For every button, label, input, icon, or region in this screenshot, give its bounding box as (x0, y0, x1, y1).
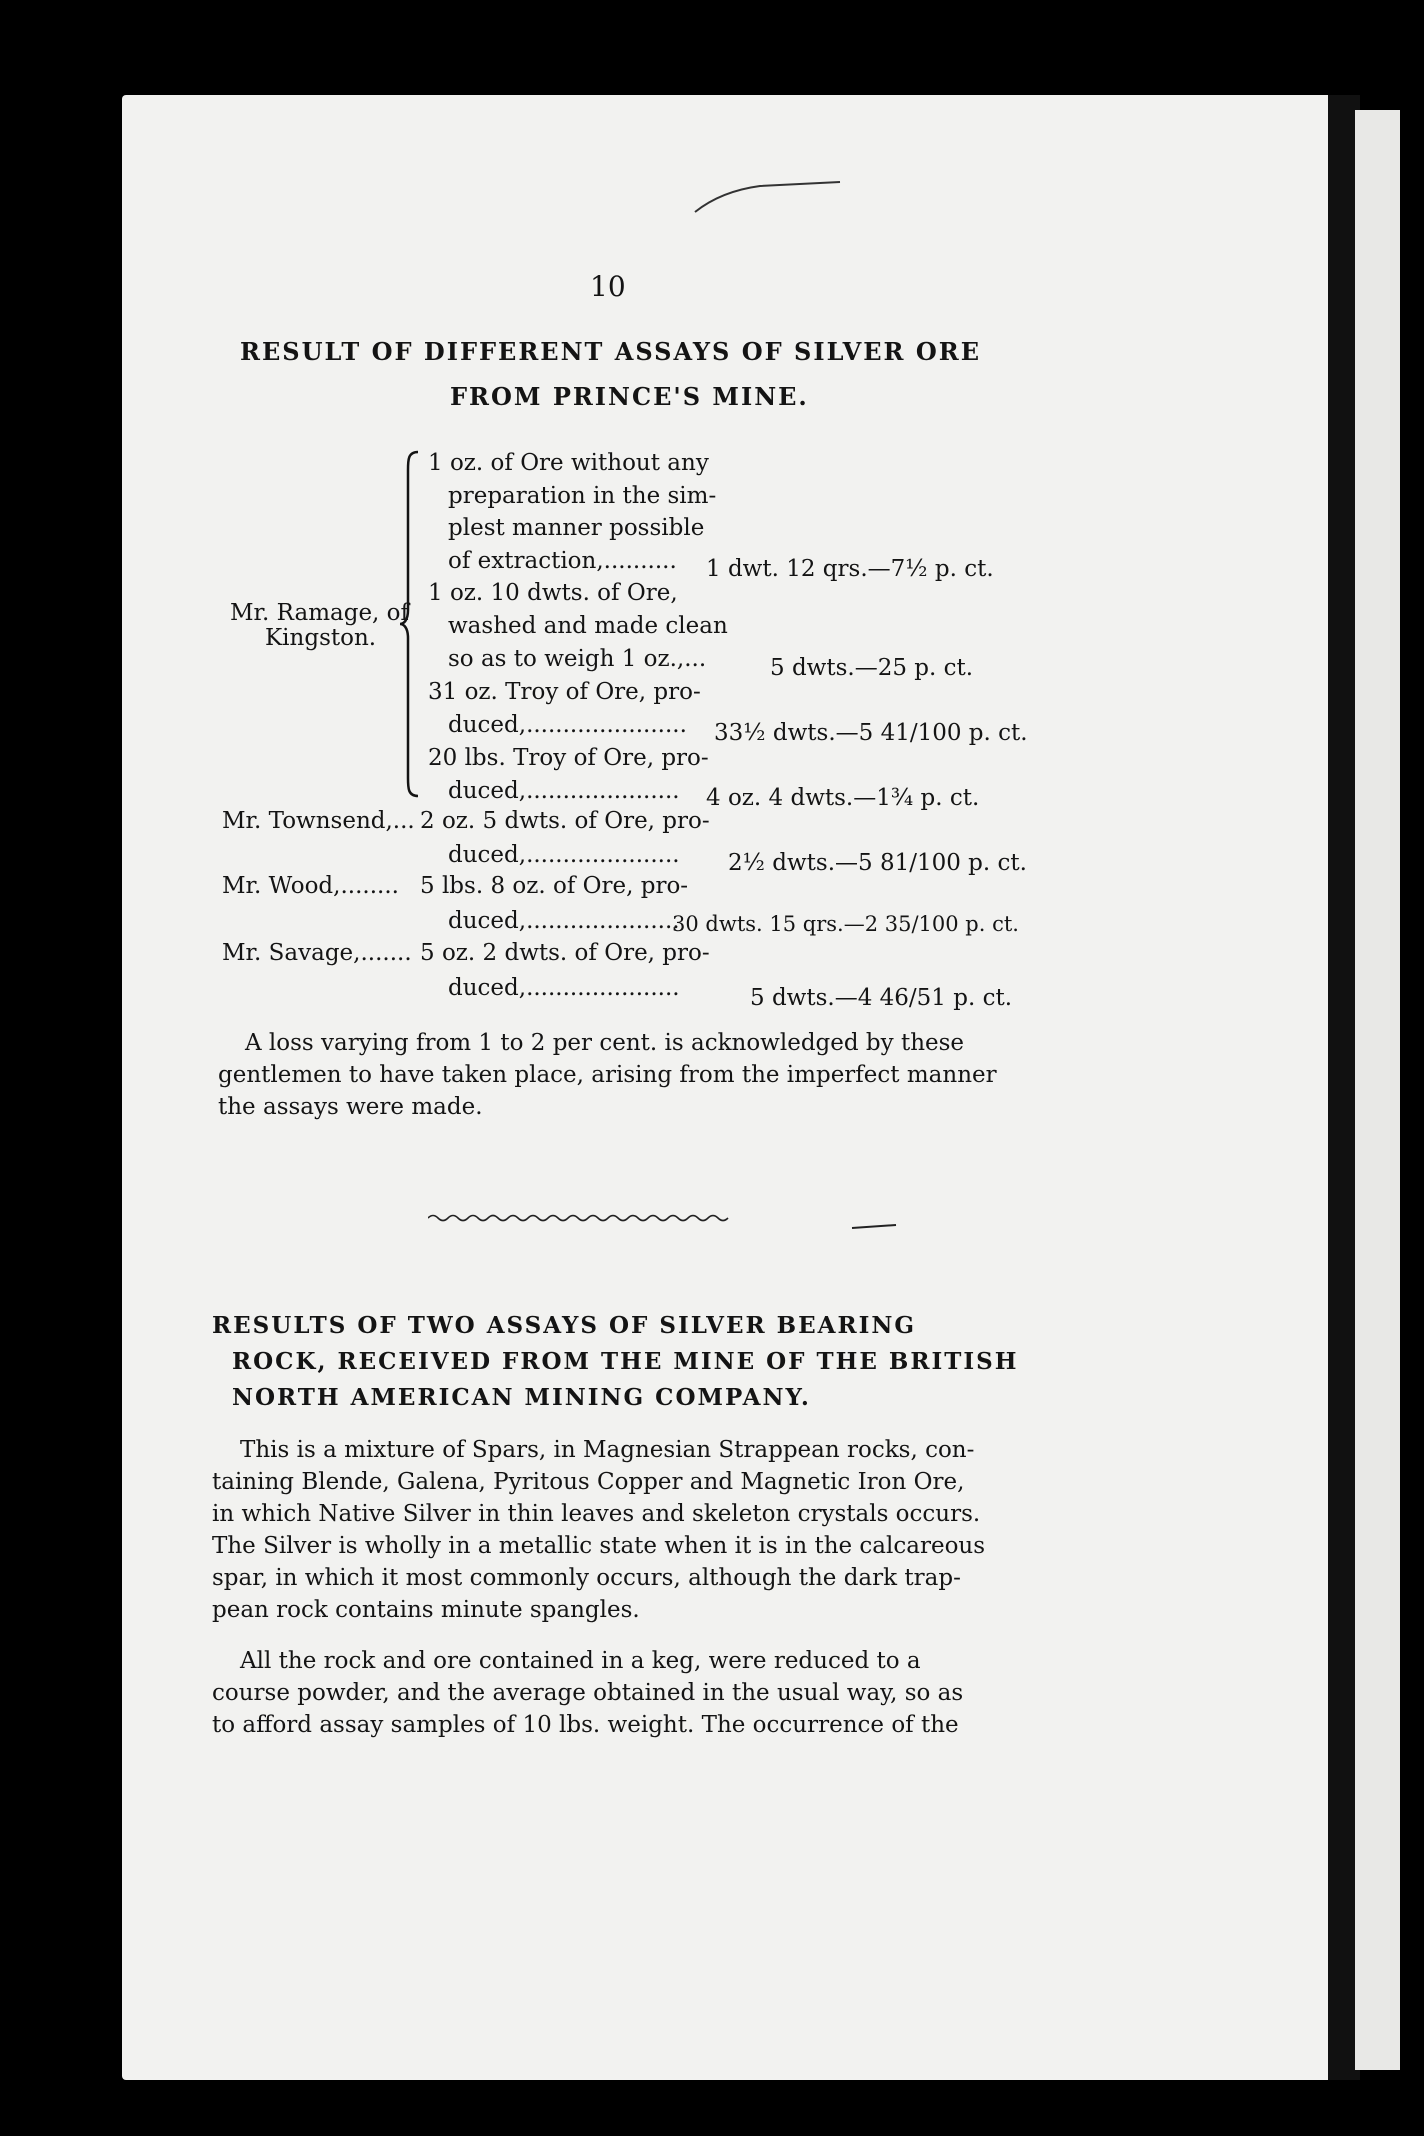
section1-title-line1: RESULT OF DIFFERENT ASSAYS OF SILVER ORE (240, 337, 981, 366)
ramage-entry4-line2: duced,..................... (448, 778, 680, 804)
townsend-result: 2½ dwts.—5 81/100 p. ct. (728, 850, 1027, 876)
section2-title-line1: RESULTS OF TWO ASSAYS OF SILVER BEARING (212, 1312, 917, 1339)
savage-name: Mr. Savage,....... (222, 940, 412, 966)
para1-line1: This is a mixture of Spars, in Magnesian Strappean rocks, con- (240, 1437, 975, 1463)
pencil-mark (690, 170, 850, 220)
para1-line3: in which Native Silver in thin leaves and skeleton crystals occurs. (212, 1501, 981, 1527)
note-line3: the assays were made. (218, 1094, 483, 1120)
ramage-name-line1: Mr. Ramage, of (230, 600, 410, 626)
townsend-name: Mr. Townsend,... (222, 808, 415, 834)
ramage-entry3-result: 33½ dwts.—5 41/100 p. ct. (714, 720, 1028, 746)
townsend-line2: duced,..................... (448, 842, 680, 868)
ramage-entry1-line2: preparation in the sim- (448, 483, 717, 509)
para2-line1: All the rock and ore contained in a keg, were reduced to a (240, 1648, 921, 1674)
note-line2: gentlemen to have taken place, arising from the imperfect manner (218, 1062, 997, 1088)
ramage-entry2-line2: washed and made clean (448, 613, 728, 639)
section1-title-line2: FROM PRINCE'S MINE. (450, 382, 809, 411)
wood-name: Mr. Wood,........ (222, 873, 399, 899)
facing-page-edge (1355, 110, 1400, 2070)
savage-line1: 5 oz. 2 dwts. of Ore, pro- (420, 940, 710, 966)
savage-line2: duced,..................... (448, 975, 680, 1001)
ramage-entry3-line1: 31 oz. Troy of Ore, pro- (428, 679, 701, 705)
ramage-entry2-line1: 1 oz. 10 dwts. of Ore, (428, 580, 678, 606)
para2-line3: to afford assay samples of 10 lbs. weight. The occurrence of the (212, 1712, 959, 1738)
curly-brace (398, 450, 422, 798)
page-number: 10 (590, 270, 626, 303)
pencil-dash (850, 1222, 900, 1232)
ramage-entry4-line1: 20 lbs. Troy of Ore, pro- (428, 745, 709, 771)
ramage-entry4-result: 4 oz. 4 dwts.—1¾ p. ct. (706, 785, 980, 811)
para1-line2: taining Blende, Galena, Pyritous Copper and Magnetic Iron Ore, (212, 1469, 965, 1495)
para2-line2: course powder, and the average obtained in the usual way, so as (212, 1680, 964, 1706)
para1-line6: pean rock contains minute spangles. (212, 1597, 640, 1623)
ramage-entry1-line1: 1 oz. of Ore without any (428, 450, 709, 476)
ramage-entry2-line3: so as to weigh 1 oz.,... (448, 646, 707, 672)
ramage-entry3-line2: duced,...................... (448, 712, 687, 738)
wood-result: 30 dwts. 15 qrs.—2 35/100 p. ct. (672, 912, 1019, 936)
ramage-entry1-result: 1 dwt. 12 qrs.—7½ p. ct. (706, 556, 994, 582)
townsend-line1: 2 oz. 5 dwts. of Ore, pro- (420, 808, 710, 834)
wood-line2: duced,..................... (448, 908, 680, 934)
note-line1: A loss varying from 1 to 2 per cent. is acknowledged by these (245, 1030, 965, 1056)
section2-title-line2: ROCK, RECEIVED FROM THE MINE OF THE BRITISH (232, 1348, 1019, 1375)
savage-result: 5 dwts.—4 46/51 p. ct. (750, 985, 1013, 1011)
ramage-entry1-line3: plest manner possible (448, 515, 705, 541)
para1-line4: The Silver is wholly in a metallic state when it is in the calcareous (212, 1533, 986, 1559)
section2-title-line3: NORTH AMERICAN MINING COMPANY. (232, 1384, 811, 1411)
para1-line5: spar, in which it most commonly occurs, although the dark trap- (212, 1565, 961, 1591)
wavy-section-divider (428, 1208, 738, 1228)
ramage-entry2-result: 5 dwts.—25 p. ct. (770, 655, 974, 681)
wood-line1: 5 lbs. 8 oz. of Ore, pro- (420, 873, 689, 899)
ramage-name-line2: Kingston. (265, 625, 377, 651)
ramage-entry1-line4: of extraction,.......... (448, 548, 677, 574)
